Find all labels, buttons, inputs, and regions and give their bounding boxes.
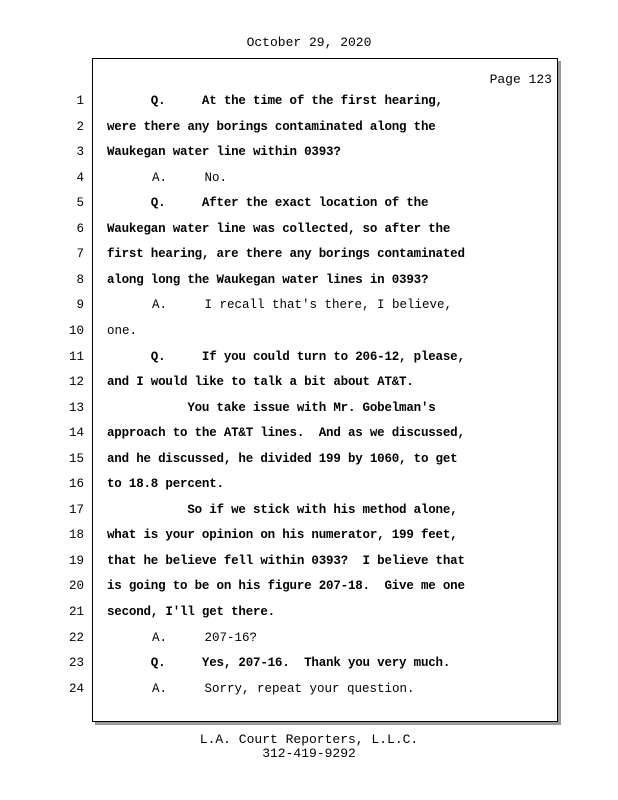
line-text: Q. After the exact location of the: [107, 196, 429, 211]
line-number: 14: [68, 426, 84, 441]
line-number: 9: [76, 298, 84, 313]
line-text: first hearing, are there any borings contaminated: [107, 247, 465, 262]
transcript-line: [0, 477, 600, 497]
line-number: 5: [76, 196, 84, 211]
line-text: what is your opinion on his numerator, 199 feet,: [107, 528, 458, 543]
transcript-line: [0, 579, 600, 599]
line-text: and he discussed, he divided 199 by 1060, to get: [107, 451, 458, 466]
transcript-line: [0, 94, 600, 114]
line-number: 2: [76, 119, 84, 134]
transcript-line: [0, 682, 600, 702]
transcript-line: [0, 120, 600, 140]
transcript-line: [0, 401, 600, 421]
transcript-line: [0, 375, 600, 395]
line-number: 11: [68, 349, 84, 364]
transcript-line: [0, 528, 600, 548]
transcript-line: [0, 171, 600, 191]
transcript-line: [0, 350, 600, 370]
transcript-line: [0, 273, 600, 293]
transcript-line: [0, 631, 600, 651]
transcript-line: [0, 298, 600, 318]
line-text: is going to be on his figure 207-18. Give me one: [107, 579, 465, 594]
line-number: 18: [68, 528, 84, 543]
transcript-line: [0, 426, 600, 446]
line-text: one.: [107, 323, 138, 338]
line-number: 21: [68, 605, 84, 619]
line-text: Waukegan water line within 0393?: [107, 145, 341, 160]
line-text: A. I recall that's there, I believe,: [107, 298, 453, 313]
transcript-line: [0, 196, 600, 216]
line-text: A. No.: [107, 170, 228, 185]
line-number: 10: [68, 323, 84, 338]
line-text: that he believe fell within 0393? I believe that: [107, 553, 465, 568]
line-text: Q. If you could turn to 206-12, please,: [107, 349, 465, 364]
line-number: 6: [76, 221, 84, 236]
line-text: Q. At the time of the first hearing,: [107, 94, 443, 108]
line-number: 24: [68, 681, 84, 696]
transcript-line: [0, 554, 600, 574]
line-text: were there any borings contaminated along the: [107, 119, 436, 134]
transcript-line: [0, 145, 600, 165]
line-number: 4: [76, 170, 84, 185]
line-number: 23: [68, 656, 84, 671]
line-number: 3: [76, 145, 84, 160]
line-text: So if we stick with his method alone,: [107, 502, 458, 517]
line-text: Q. Yes, 207-16. Thank you very much.: [107, 656, 451, 671]
footer: [0, 733, 618, 761]
line-text: second, I'll get there.: [107, 605, 275, 619]
line-text: A. Sorry, repeat your question.: [107, 681, 415, 696]
line-number: 8: [76, 272, 84, 287]
line-text: and I would like to talk a bit about AT&T.: [107, 375, 414, 390]
line-text: Waukegan water line was collected, so after the: [107, 221, 451, 236]
line-number: 12: [68, 375, 84, 390]
line-text: You take issue with Mr. Gobelman's: [107, 400, 436, 415]
header-date: October 29, 2020: [246, 35, 372, 50]
line-number: 16: [68, 477, 84, 492]
line-number: 17: [68, 502, 84, 517]
line-number: 7: [76, 247, 84, 262]
line-number: 15: [68, 451, 84, 466]
line-text: A. 207-16?: [107, 630, 258, 645]
line-text: to 18.8 percent.: [107, 477, 224, 492]
transcript-line: [0, 503, 600, 523]
transcript-line: [0, 656, 600, 676]
line-number: 20: [68, 579, 84, 594]
line-text: approach to the AT&T lines. And as we discussed,: [107, 426, 465, 441]
line-number: 19: [68, 553, 84, 568]
transcript-line: [0, 324, 600, 344]
transcript-line: [0, 452, 600, 472]
transcript-line: [0, 605, 600, 625]
page-number: Page 123: [489, 72, 552, 87]
line-text: along long the Waukegan water lines in 0393?: [107, 272, 429, 287]
footer-company: L.A. Court Reporters, L.L.C.: [199, 732, 419, 747]
line-number: 1: [76, 94, 84, 108]
line-number: 13: [68, 400, 84, 415]
footer-phone: 312-419-9292: [262, 746, 356, 761]
line-number: 22: [68, 630, 84, 645]
transcript-line: [0, 222, 600, 242]
transcript-line: [0, 247, 600, 267]
